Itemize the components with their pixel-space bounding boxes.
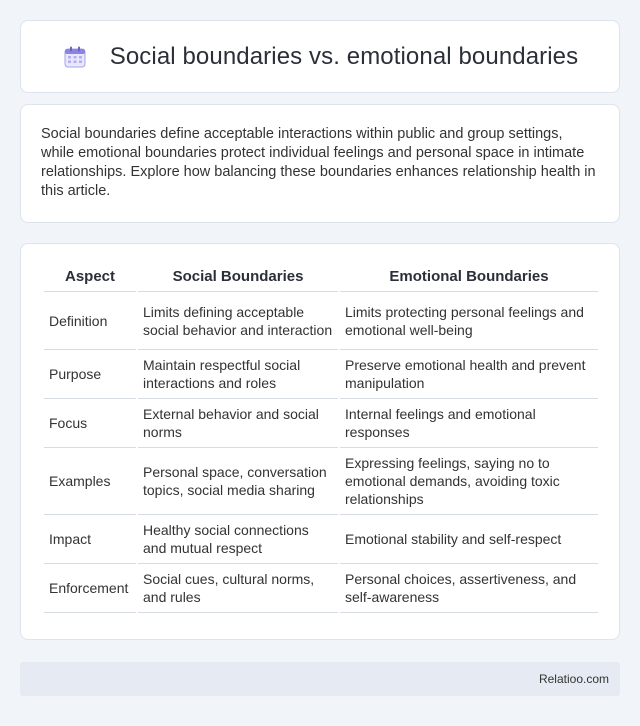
intro-card: [20, 104, 620, 223]
row-emotional: Personal choices, assertiveness, and self-awareness: [340, 564, 598, 613]
footer: [20, 662, 620, 696]
row-emotional: Expressing feelings, saying no to emotional demands, avoiding toxic relationships: [340, 448, 598, 515]
row-emotional: Limits protecting personal feelings and emotional well-being: [340, 292, 598, 350]
calendar-icon: [62, 44, 88, 70]
table-row: [44, 564, 598, 613]
row-aspect: Examples: [44, 448, 136, 515]
row-aspect: Enforcement: [44, 564, 136, 613]
comparison-table: [42, 262, 600, 613]
comparison-table-card: [20, 243, 620, 640]
row-social: Limits defining acceptable social behavior and interaction: [138, 292, 338, 350]
table-row: [44, 350, 598, 399]
row-aspect: Focus: [44, 399, 136, 448]
table-row: [44, 515, 598, 564]
row-emotional: Emotional stability and self-respect: [340, 515, 598, 564]
footer-brand: Relatioo.com: [538, 672, 609, 686]
row-aspect: Definition: [44, 292, 136, 350]
row-social: Social cues, cultural norms, and rules: [138, 564, 338, 613]
table-row: [44, 448, 598, 515]
row-aspect: Purpose: [44, 350, 136, 399]
page-title: Social boundaries vs. emotional boundaries: [109, 42, 579, 70]
row-social: Healthy social connections and mutual respect: [138, 515, 338, 564]
row-social: External behavior and social norms: [138, 399, 338, 448]
table-row: [44, 399, 598, 448]
row-emotional: Preserve emotional health and prevent manipulation: [340, 350, 598, 399]
row-social: Personal space, conversation topics, social media sharing: [138, 448, 338, 515]
row-social: Maintain respectful social interactions and roles: [138, 350, 338, 399]
intro-text: Social boundaries define acceptable interactions within public and group settings, while emotional boundaries protect individual feelings and personal space in intimate relationships. Explore how balancing these boundaries enhances relationship health in this article.: [41, 126, 596, 199]
row-emotional: Internal feelings and emotional responses: [340, 399, 598, 448]
header-social: Social Boundaries: [138, 262, 338, 292]
header-aspect: Aspect: [44, 262, 136, 292]
header-emotional: Emotional Boundaries: [340, 262, 598, 292]
table-row: [44, 292, 598, 350]
title-card: [20, 20, 620, 93]
row-aspect: Impact: [44, 515, 136, 564]
table-header-row: [44, 262, 598, 292]
